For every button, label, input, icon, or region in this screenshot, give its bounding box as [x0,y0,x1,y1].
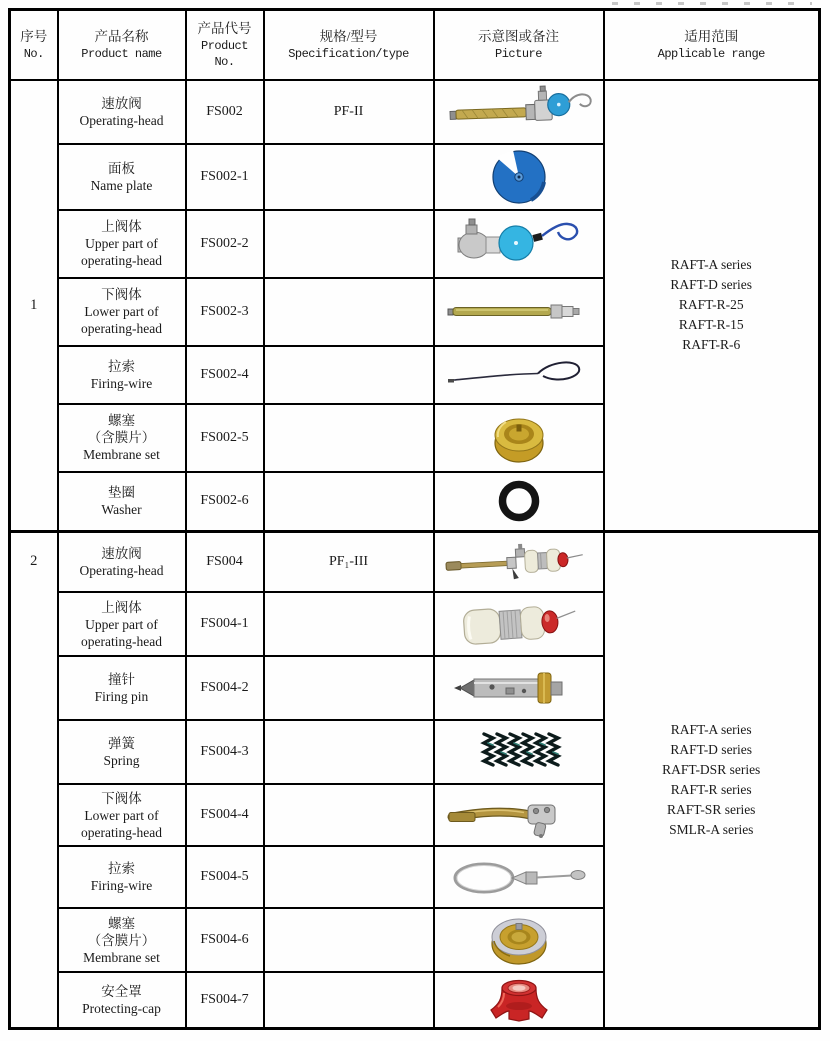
product-name-cn: 垫圈 [108,485,135,501]
section-2-applicable-range [604,532,820,1029]
cell-product-name [58,846,186,908]
photo-membrane-plug-2 [436,909,602,971]
cell-product-code: FS004-5 [186,846,264,908]
product-name-cn: 上阀体 [101,219,142,234]
cell-picture [434,346,604,404]
cell-spec [264,656,434,720]
header-applicable-range-cn: 适用范围 [684,28,739,44]
header-product-no-en2: No. [214,54,235,69]
cell-picture [434,720,604,784]
section-1-applicable-range [604,80,820,532]
cell-picture [434,592,604,656]
cell-product-name [58,784,186,846]
product-name-cn: 速放阀 [101,546,142,561]
product-name-en: Washer [101,502,142,518]
header-applicable-range [604,10,820,80]
cell-product-name [58,144,186,210]
cell-product-code: FS004-6 [186,908,264,972]
product-name-en: Name plate [90,177,153,193]
product-name-cn: 拉索 [108,861,135,876]
photo-operating-head-pf2 [436,82,602,142]
cell-product-name [58,210,186,278]
header-specification [264,10,434,80]
header-product-no [186,10,264,80]
product-name-cn: 拉索 [108,358,135,374]
cell-picture [434,80,604,144]
range-line: RAFT-D series [670,277,753,293]
cell-picture [434,656,604,720]
product-name-en: Spring [103,753,140,768]
header-product-name [58,10,186,80]
product-name-en: Firing-wire [90,878,153,893]
photo-name-plate [436,146,602,208]
section-1-number: 1 [10,80,58,532]
product-name-cn: 下阀体 [101,287,142,302]
cell-spec [264,908,434,972]
product-name-en: Upper part of operating-head [81,236,162,268]
header-picture-cn: 示意图或备注 [478,28,559,44]
photo-firing-wire-2 [436,848,602,906]
product-name-cn: 速放阀 [101,95,142,111]
product-name-en: Firing-wire [90,375,153,391]
cell-picture [434,210,604,278]
header-product-name-en: Product name [81,46,162,61]
cell-spec [264,592,434,656]
table-row [10,532,820,593]
product-name-en: Operating-head [79,563,164,578]
cell-product-name [58,472,186,532]
product-name-en: Firing pin [94,689,149,704]
range-line: RAFT-A series [670,722,752,737]
range-line: SMLR-A series [669,822,754,837]
range-line: RAFT-SR series [667,802,756,817]
product-name-cn2: （含膜片） [87,430,156,445]
product-name-en: Membrane set [83,949,160,965]
photo-protecting-cap [436,973,602,1027]
photo-lower-valve-body-2 [436,786,602,844]
header-product-no-en1: Product [201,38,248,53]
cell-product-name [58,720,186,784]
product-name-cn: 撞针 [108,672,135,687]
product-name-cn: 弹簧 [108,736,135,751]
header-product-name-cn: 产品名称 [94,28,149,44]
photo-washer-oring [436,473,602,529]
cell-product-code: FS004-1 [186,592,264,656]
cell-product-code: FS004-7 [186,972,264,1029]
cell-product-name [58,278,186,346]
range-line: RAFT-R series [670,782,752,797]
cell-picture [434,472,604,532]
product-name-en: Operating-head [79,112,164,128]
product-name-cn2: （含膜片） [87,932,156,948]
photo-firing-pin [436,657,602,719]
photo-membrane-plug [436,406,602,470]
cell-spec: PF-II [264,80,434,144]
cell-product-name [58,346,186,404]
cell-picture [434,908,604,972]
product-name-en: Protecting-cap [82,1001,161,1016]
cell-product-code: FS002-4 [186,346,264,404]
product-name-cn: 上阀体 [101,599,142,615]
photo-firing-wire [436,348,602,402]
product-name-cn: 螺塞 [108,413,135,428]
header-picture-en: Picture [495,46,542,61]
cell-spec [264,784,434,846]
photo-springs [436,722,602,782]
cell-product-name [58,80,186,144]
cell-picture [434,144,604,210]
cell-picture [434,278,604,346]
range-line: RAFT-D series [670,742,753,757]
range-line: RAFT-R-15 [678,317,744,333]
header-no-en: No. [23,46,44,61]
cell-picture [434,972,604,1029]
header-specification-cn: 规格/型号 [319,28,378,44]
cell-product-code: FS004-2 [186,656,264,720]
cell-spec [264,472,434,532]
product-name-cn: 螺塞 [108,915,135,931]
cell-spec [264,346,434,404]
cell-spec: PF₁-III [264,532,434,593]
header-applicable-range-en: Applicable range [657,46,765,61]
range-line: RAFT-R-6 [682,337,741,353]
cell-product-name [58,592,186,656]
product-name-cn: 下阀体 [101,790,142,806]
cell-product-code: FS002 [186,80,264,144]
range-line: RAFT-A series [670,257,752,273]
cell-product-name [58,532,186,593]
cell-picture [434,532,604,593]
photo-lower-valve-body [436,280,602,344]
cell-picture [434,846,604,908]
cell-product-name [58,656,186,720]
photo-operating-head-pf1 [436,533,602,591]
cell-product-code: FS002-6 [186,472,264,532]
cell-picture [434,404,604,472]
photo-upper-valve-body-2 [436,593,602,655]
cell-spec [264,972,434,1029]
cell-product-code: FS002-3 [186,278,264,346]
cell-spec [264,210,434,278]
cell-picture [434,784,604,846]
cell-product-code: FS002-2 [186,210,264,278]
cell-spec [264,278,434,346]
cell-product-code: FS004-3 [186,720,264,784]
cell-product-code: FS002-1 [186,144,264,210]
range-line: RAFT-DSR series [662,762,761,777]
cell-spec [264,144,434,210]
product-name-en: Membrane set [83,447,160,462]
product-name-cn: 面板 [108,160,135,176]
cell-product-code: FS004-4 [186,784,264,846]
product-name-en: Upper part of operating-head [81,616,162,649]
table-row [10,80,820,144]
product-name-en: Lower part of operating-head [81,304,162,336]
header-product-no-cn: 产品代号 [197,20,252,36]
range-line: RAFT-R-25 [678,297,744,313]
parts-table [8,8,821,1030]
header-specification-en: Specification/type [288,46,409,61]
cell-product-code: FS004 [186,532,264,593]
photo-upper-valve-body [436,212,602,276]
cell-product-name [58,908,186,972]
product-name-en: Lower part of operating-head [81,807,162,840]
cell-product-name [58,404,186,472]
header-picture [434,10,604,80]
header-no [10,10,58,80]
product-name-cn: 安全罩 [101,984,142,999]
cell-product-code: FS002-5 [186,404,264,472]
cell-spec [264,404,434,472]
cropped-print-artifact [612,2,812,5]
section-2-number: 2 [10,532,58,1029]
header-no-cn: 序号 [20,28,48,44]
cell-spec [264,846,434,908]
table-header-row [10,10,820,80]
cell-spec [264,720,434,784]
cell-product-name [58,972,186,1029]
